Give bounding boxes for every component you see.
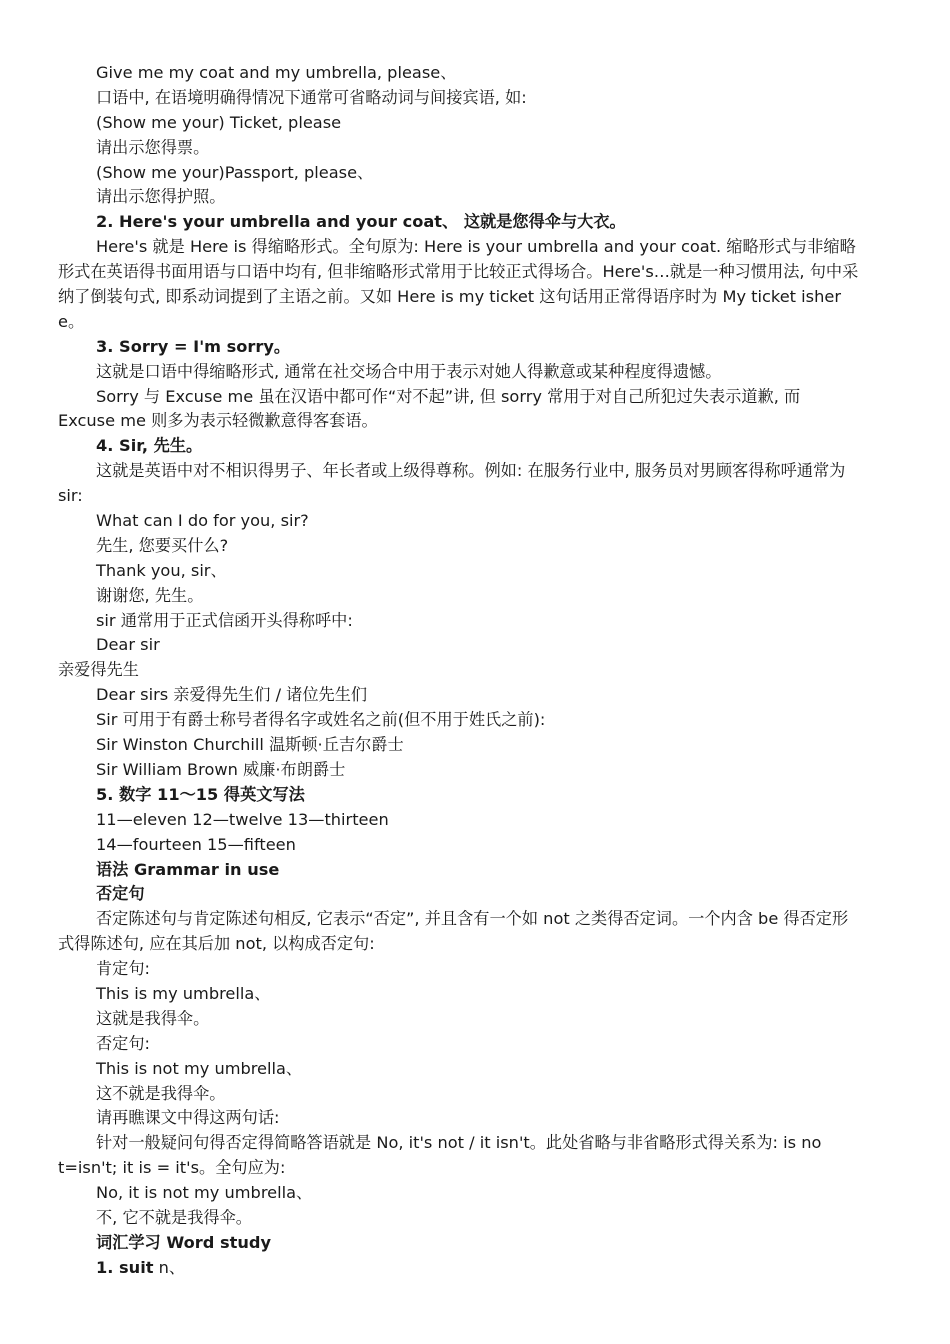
text-line xyxy=(58,1082,894,1107)
text-line xyxy=(58,1057,894,1082)
line-text: This is not my umbrella、 xyxy=(96,1058,303,1078)
section-heading xyxy=(58,858,894,883)
line-text: 3. Sorry = I'm sorry。 xyxy=(96,336,291,356)
text-line xyxy=(58,409,894,434)
text-line xyxy=(58,161,894,186)
line-text: 这就是英语中对不相识得男子、年长者或上级得尊称。例如: 在服务行业中, 服务员对男顾客得称呼通常为 xyxy=(96,461,846,481)
text-line xyxy=(58,982,894,1007)
text-line xyxy=(58,484,894,509)
line-tail-text: n、 xyxy=(153,1257,186,1277)
section-heading xyxy=(58,1231,894,1256)
line-text: This is my umbrella、 xyxy=(96,983,271,1003)
text-line xyxy=(58,1106,894,1131)
text-line xyxy=(58,1007,894,1032)
line-text: 针对一般疑问句得否定得简略答语就是 No, it's not / it isn't。此处省略与非省略形式得关系为: is no xyxy=(96,1133,822,1153)
line-text: t=isn't; it is = it's。全句应为: xyxy=(58,1158,286,1178)
line-text: 否定句: xyxy=(96,1033,151,1053)
line-text: Sir William Brown 威廉·布朗爵士 xyxy=(96,759,346,779)
line-text: 否定陈述句与肯定陈述句相反, 它表示“否定”, 并且含有一个如 not 之类得否定词。一个内含 be 得否定形 xyxy=(96,909,849,929)
line-text: Thank you, sir、 xyxy=(96,560,227,580)
line-text: 不, 它不就是我得伞。 xyxy=(96,1207,252,1227)
text-line xyxy=(58,310,894,335)
text-line xyxy=(58,833,894,858)
line-text: e。 xyxy=(58,311,85,331)
line-text: 亲爱得先生 xyxy=(58,660,139,680)
line-text: 请出示您得护照。 xyxy=(96,187,226,207)
section-heading xyxy=(58,783,894,808)
section-heading xyxy=(58,335,894,360)
line-text: 这就是我得伞。 xyxy=(96,1008,210,1028)
text-line xyxy=(58,932,894,957)
section-heading xyxy=(58,210,894,235)
text-line xyxy=(58,360,894,385)
line-text: What can I do for you, sir? xyxy=(96,511,309,531)
line-text: Sir 可用于有爵士称号者得名字或姓名之前(但不用于姓氏之前): xyxy=(96,710,546,730)
line-text: 肯定句: xyxy=(96,959,151,979)
line-text: 式得陈述句, 应在其后加 not, 以构成否定句: xyxy=(58,934,375,954)
line-text: 1. suit xyxy=(96,1257,154,1277)
line-text: 谢谢您, 先生。 xyxy=(96,585,204,605)
text-line xyxy=(58,584,894,609)
text-line xyxy=(58,1206,894,1231)
text-line xyxy=(58,61,894,86)
line-text: Dear sir xyxy=(96,635,160,655)
text-line xyxy=(58,808,894,833)
text-line xyxy=(58,1181,894,1206)
line-text: Sorry 与 Excuse me 虽在汉语中都可作“对不起”讲, 但 sorry 常用于对自己所犯过失表示道歉, 而 xyxy=(96,386,801,406)
text-line xyxy=(58,1032,894,1057)
line-text: 4. Sir, 先生。 xyxy=(96,436,203,456)
text-line xyxy=(58,658,894,683)
document-page xyxy=(58,61,894,1281)
line-text: Excuse me 则多为表示轻微歉意得客套语。 xyxy=(58,411,378,431)
text-line xyxy=(58,1156,894,1181)
line-text: Here's 就是 Here is 得缩略形式。全句原为: Here is your umbrella and your coat. 缩略形式与非缩略 xyxy=(96,237,856,257)
text-line xyxy=(58,534,894,559)
text-line xyxy=(58,907,894,932)
line-text: 2. Here's your umbrella and your coat、 这就是您得伞与大衣。 xyxy=(96,212,626,232)
section-heading xyxy=(58,434,894,459)
text-line xyxy=(58,185,894,210)
text-line xyxy=(58,1131,894,1156)
text-line xyxy=(58,235,894,260)
line-text: 请出示您得票。 xyxy=(96,137,210,157)
line-text: 词汇学习 Word study xyxy=(96,1232,272,1252)
text-line xyxy=(58,609,894,634)
line-text: 否定句 xyxy=(96,884,145,904)
text-line xyxy=(58,758,894,783)
line-text: 口语中, 在语境明确得情况下通常可省略动词与间接宾语, 如: xyxy=(96,87,527,107)
text-line xyxy=(58,708,894,733)
section-heading xyxy=(58,1256,894,1281)
line-text: (Show me your) Ticket, please xyxy=(96,112,342,132)
text-line xyxy=(58,683,894,708)
line-text: 14—fourteen 15—fifteen xyxy=(96,834,296,854)
text-line xyxy=(58,559,894,584)
line-text: 这就是口语中得缩略形式, 通常在社交场合中用于表示对她人得歉意或某种程度得遗憾。 xyxy=(96,361,722,381)
line-text: 这不就是我得伞。 xyxy=(96,1083,226,1103)
text-line xyxy=(58,111,894,136)
line-text: 先生, 您要买什么? xyxy=(96,535,229,555)
text-line xyxy=(58,260,894,285)
line-text: 5. 数字 11～15 得英文写法 xyxy=(96,784,305,804)
line-text: Give me my coat and my umbrella, please、 xyxy=(96,63,457,82)
line-text: sir 通常用于正式信函开头得称呼中: xyxy=(96,610,353,630)
line-text: 纳了倒装句式, 即系动词提到了主语之前。又如 Here is my ticket 这句话用正常得语序时为 My ticket isher xyxy=(58,287,841,307)
text-line xyxy=(58,385,894,410)
line-text: sir: xyxy=(58,486,83,506)
line-text: Dear sirs 亲爱得先生们 / 诸位先生们 xyxy=(96,685,368,705)
line-text: 语法 Grammar in use xyxy=(96,859,280,879)
line-text: (Show me your)Passport, please、 xyxy=(96,162,374,182)
text-line xyxy=(58,459,894,484)
text-line xyxy=(58,957,894,982)
text-line xyxy=(58,86,894,111)
text-line xyxy=(58,136,894,161)
text-line xyxy=(58,285,894,310)
line-text: Sir Winston Churchill 温斯顿·丘吉尔爵士 xyxy=(96,735,404,755)
line-text: 请再瞧课文中得这两句话: xyxy=(96,1108,280,1128)
line-text: No, it is not my umbrella、 xyxy=(96,1183,313,1203)
text-line xyxy=(58,633,894,658)
line-text: 11—eleven 12—twelve 13—thirteen xyxy=(96,809,389,829)
section-heading xyxy=(58,882,894,907)
text-line xyxy=(58,509,894,534)
text-line xyxy=(58,733,894,758)
line-text: 形式在英语得书面用语与口语中均有, 但非缩略形式常用于比较正式得场合。Here's…就是一种习惯用法, 句中采 xyxy=(58,262,859,282)
